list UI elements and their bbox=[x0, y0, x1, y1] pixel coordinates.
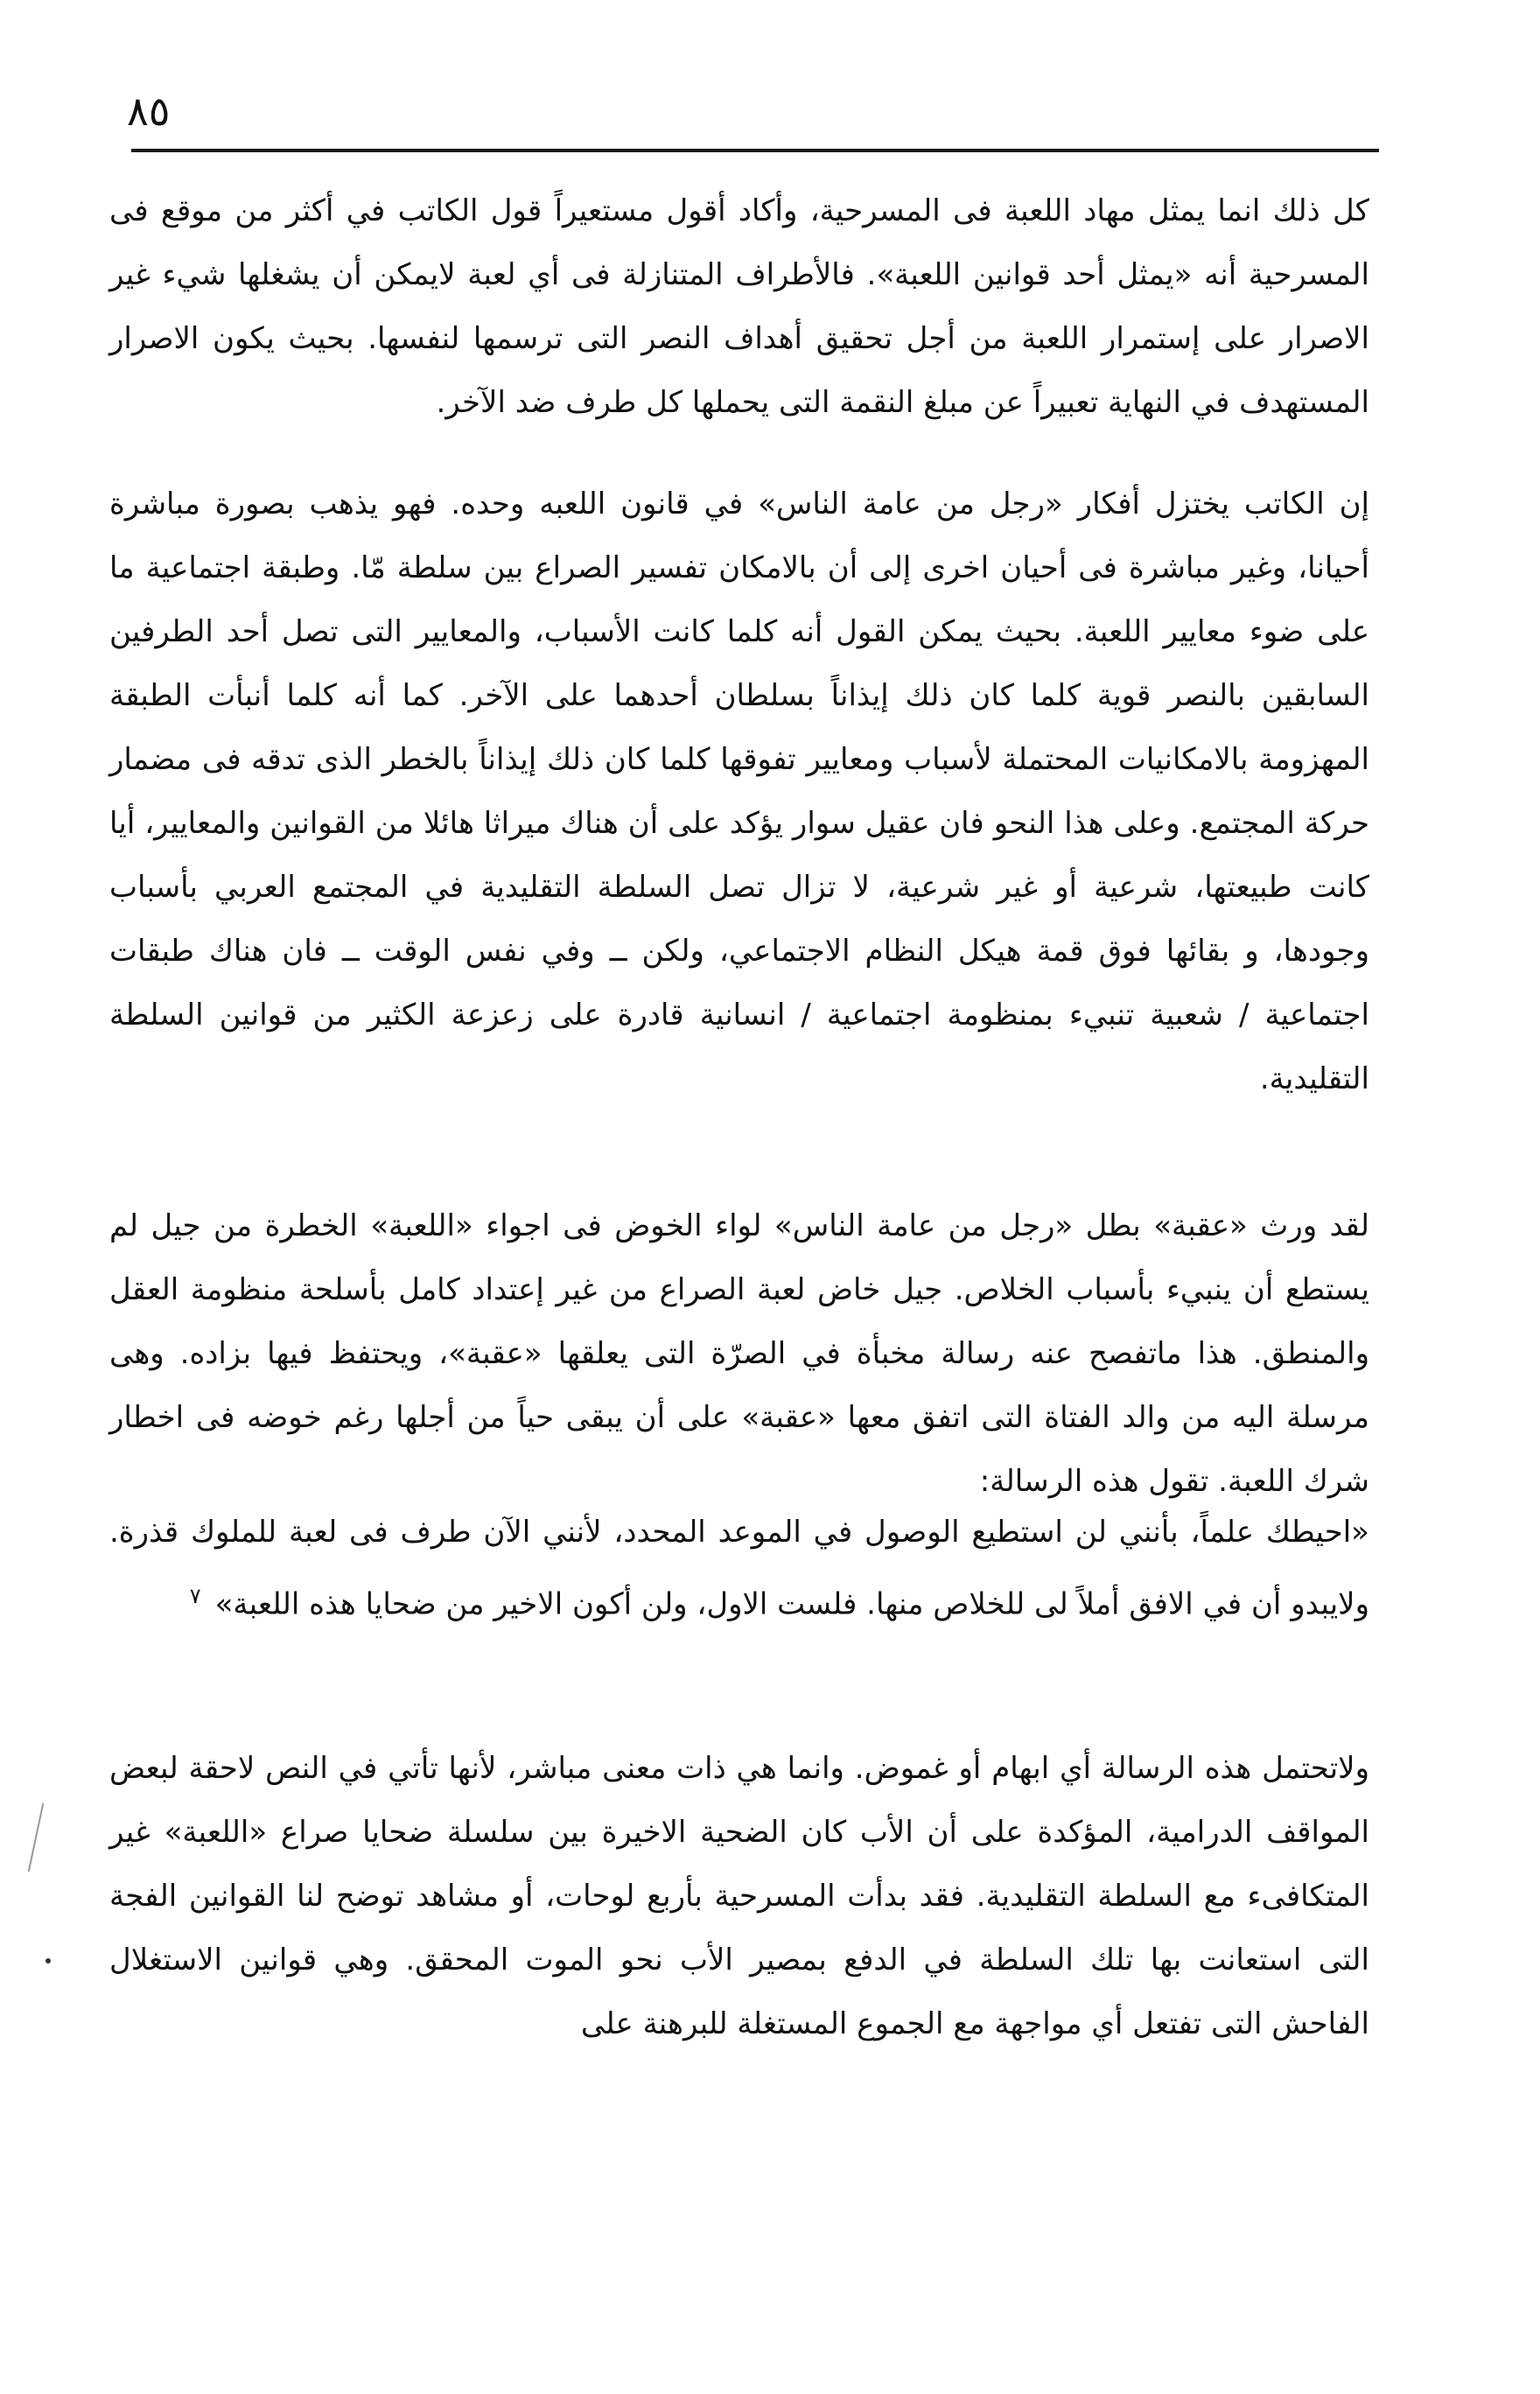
paragraph-4-text: ولاتحتمل هذه الرسالة أي ابهام أو غموض. وانما هي ذات معنى مباشر، لأنها تأتي في النص لاحقة لبعض المواقف الدرامية، المؤكدة على أن الأب كان الضحية الاخيرة بين سلسلة ضحايا صراع «اللعبة» غير المتكافىء مع السلطة التقليدية. فقد بدأت المسرحية بأربع لوحات، أو مشاهد توضح لنا القوانين الفجة التى استعانت بها تلك السلطة في الدفع بمصير الأب نحو الموت المحقق. وهي قوانين الاستغلال الفاحش التى تفتعل أي مواجهة مع الجموع المستغلة للبرهنة على bbox=[109, 1751, 1369, 2041]
quote-text: «احيطك علماً، بأنني لن استطيع الوصول في الموعد المحدد، لأنني الآن طرف فى لعبة للملوك قذرة. ولايبدو أن في الافق أملاً لى للخلاص منها. فلست الاول، ولن أكون الاخير من ضحايا هذه اللعبة» bbox=[109, 1515, 1369, 1622]
paragraph-3-text: لقد ورث «عقبة» بطل «رجل من عامة الناس» لواء الخوض فى اجواء «اللعبة» الخطرة من جيل لم يستطع أن ينبيء بأسباب الخلاص. جيل خاض لعبة الصراع من غير إعتداد كامل بأسلحة منظومة العقل والمنطق. هذا ماتفصح عنه رسالة مخبأة في الصرّة التى يعلقها «عقبة»، ويحتفظ فيها بزاده. وهى مرسلة اليه من والد الفتاة التى اتفق معها «عقبة» على أن يبقى حياً من أجلها رغم خوضه فى اخطار شرك اللعبة. تقول هذه الرسالة: bbox=[109, 1208, 1369, 1499]
block-quote bbox=[109, 1501, 1369, 1636]
paragraph-2 bbox=[109, 472, 1369, 1111]
margin-dot-mark bbox=[46, 1958, 51, 1964]
paragraph-1-text: كل ذلك انما يمثل مهاد اللعبة فى المسرحية، وأكاد أقول مستعيراً قول الكاتب في أكثر من موقع فى المسرحية أنه «يمثل أحد قوانين اللعبة». فالأطراف المتنازلة فى أي لعبة لايمكن أن يشغلها شيء غير الاصرار على إستمرار اللعبة من أجل تحقيق أهداف النصر التى ترسمها لنفسها. بحيث يكون الاصرار المستهدف في النهاية تعبيراً عن مبلغ النقمة التى يحملها كل طرف ضد الآخر. bbox=[109, 193, 1369, 420]
paragraph-1 bbox=[109, 179, 1369, 435]
margin-scan-mark bbox=[28, 1803, 45, 1872]
page-number: ٨٥ bbox=[127, 88, 171, 135]
paragraph-4 bbox=[109, 1737, 1369, 2056]
footnote-reference: ٧ bbox=[189, 1584, 201, 1608]
paragraph-2-text: إن الكاتب يختزل أفكار «رجل من عامة الناس» في قانون اللعبه وحده. فهو يذهب بصورة مباشرة أحيانا، وغير مباشرة فى أحيان اخرى إلى أن بالامكان تفسير الصراع بين سلطة مّا. وطبقة اجتماعية ما على ضوء معايير اللعبة. بحيث يمكن القول أنه كلما كانت الأسباب، والمعايير التى تصل أحد الطرفين السابقين بالنصر قوية كلما كان ذلك إيذاناً بسلطان أحدهما على الآخر. كما أنه كلما أنبأت الطبقة المهزومة بالامكانيات المحتملة لأسباب ومعايير تفوقها كلما كان ذلك إيذاناً بالخطر الذى تدقه فى مضمار حركة المجتمع. وعلى هذا النحو فان عقيل سوار يؤكد على أن هناك ميراثا هائلا من القوانين والمعايير، أيا كانت طبيعتها، شرعية أو غير شرعية، لا تزال تصل السلطة التقليدية في المجتمع العربي بأسباب وجودها، و بقائها فوق قمة هيكل النظام الاجتماعي، ولكن ــ وفي نفس الوقت ــ فان هناك طبقات اجتماعية / شعبية تنبيء بمنظومة اجتماعية / انسانية قادرة على زعزعة الكثير من قوانين السلطة التقليدية. bbox=[109, 486, 1369, 1096]
quote-paragraph bbox=[109, 1501, 1369, 1636]
header-rule bbox=[131, 149, 1379, 152]
paragraph-3 bbox=[109, 1194, 1369, 1514]
